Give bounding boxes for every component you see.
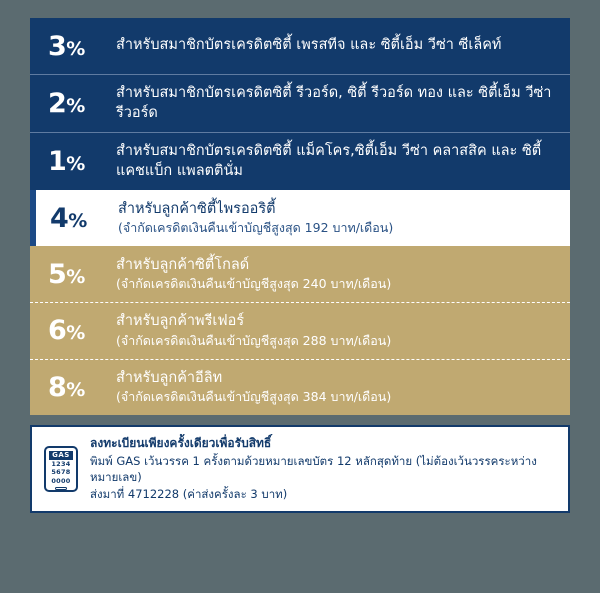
tier-percent-value: 3 xyxy=(48,30,67,62)
tier-percent xyxy=(48,88,116,120)
registration-footer xyxy=(30,425,570,512)
tier-row xyxy=(30,18,570,74)
tier-sub-text: (จำกัดเครดิตเงินคืนเข้าบัญชีสูงสุด 384 บาท/เดือน) xyxy=(116,389,392,405)
tier-percent xyxy=(48,315,116,347)
tier-main-text: สำหรับลูกค้าซิตี้ไพรออริตี้ xyxy=(118,200,276,217)
phone-home-button-icon xyxy=(55,487,67,490)
sms-icon-digits-2: 5678 xyxy=(51,468,71,477)
sms-icon-digits-1: 1234 xyxy=(51,459,71,468)
navy-tier-group xyxy=(30,18,570,190)
percent-symbol: % xyxy=(66,95,85,118)
tier-list xyxy=(30,18,570,415)
percent-symbol: % xyxy=(66,37,85,60)
footer-line-1: ลงทะเบียนเพียงครั้งเดียวเพื่อรับสิทธิ์ xyxy=(90,436,272,451)
footer-line-3: ส่งมาที่ 4712228 (ค่าส่งครั้งละ 3 บาท) xyxy=(90,486,288,501)
tier-percent xyxy=(50,202,118,234)
tier-main-text: สำหรับสมาชิกบัตรเครดิตซิตี้ แม็คโคร,ซิตี้เอ็ม วีซ่า คลาสสิค และ ซิตี้ แคชแบ็ก แพลตตินั่ม xyxy=(116,143,542,179)
tier-text xyxy=(118,200,556,237)
sms-icon-label: GAS xyxy=(49,451,73,460)
tier-sub-text: (จำกัดเครดิตเงินคืนเข้าบัญชีสูงสุด 192 บาท/เดือน) xyxy=(118,220,394,236)
percent-symbol: % xyxy=(66,378,85,401)
tier-main-text: สำหรับลูกค้าอีลิท xyxy=(116,369,223,386)
tier-row xyxy=(30,132,570,190)
percent-symbol: % xyxy=(66,322,85,345)
tier-percent-value: 1 xyxy=(48,146,67,178)
tier-main-text: สำหรับสมาชิกบัตรเครดิตซิตี้ เพรสทีจ และ ซิตี้เอ็ม วีซ่า ซีเล็คท์ xyxy=(116,37,502,54)
percent-symbol: % xyxy=(68,209,87,232)
tier-main-text: สำหรับสมาชิกบัตรเครดิตซิตี้ รีวอร์ด, ซิตี้ รีวอร์ด ทอง และ ซิตี้เอ็ม วีซ่า รีวอร์ด xyxy=(116,85,552,121)
tier-sub-text: (จำกัดเครดิตเงินคืนเข้าบัญชีสูงสุด 240 บาท/เดือน) xyxy=(116,276,392,292)
tier-percent-value: 5 xyxy=(48,258,67,290)
tier-text xyxy=(116,84,556,123)
sms-icon-digits-3: 0000 xyxy=(51,476,71,485)
tier-row-priority xyxy=(30,190,570,246)
tier-percent xyxy=(48,371,116,403)
tier-text xyxy=(116,256,556,293)
footer-line-2: พิมพ์ GAS เว้นวรรค 1 ครั้งตามด้วยหมายเลขบัตร 12 หลักสุดท้าย (ไม่ต้องเว้นวรรคระหว่างหมายเลข) xyxy=(90,453,537,485)
sms-phone-icon xyxy=(44,446,78,492)
tier-row xyxy=(30,246,570,302)
tier-main-text: สำหรับลูกค้าซิตี้โกลด์ xyxy=(116,256,250,273)
tier-percent-value: 6 xyxy=(48,315,67,347)
footer-text-block xyxy=(90,435,556,502)
tier-percent xyxy=(48,30,116,62)
tier-main-text: สำหรับลูกค้าพรีเฟอร์ xyxy=(116,313,245,330)
tier-row xyxy=(30,74,570,132)
gold-tier-group xyxy=(30,246,570,415)
tier-text xyxy=(116,36,556,56)
tier-text xyxy=(116,312,556,349)
tier-percent-value: 8 xyxy=(48,371,67,403)
tier-percent-value: 4 xyxy=(50,202,69,234)
tier-row xyxy=(30,302,570,358)
percent-symbol: % xyxy=(66,153,85,176)
tier-sub-text: (จำกัดเครดิตเงินคืนเข้าบัญชีสูงสุด 288 บาท/เดือน) xyxy=(116,332,392,348)
tier-row xyxy=(30,359,570,415)
tier-text xyxy=(116,142,556,181)
tier-percent xyxy=(48,258,116,290)
tier-text xyxy=(116,369,556,406)
percent-symbol: % xyxy=(66,265,85,288)
tier-percent xyxy=(48,146,116,178)
tier-percent-value: 2 xyxy=(48,88,67,120)
